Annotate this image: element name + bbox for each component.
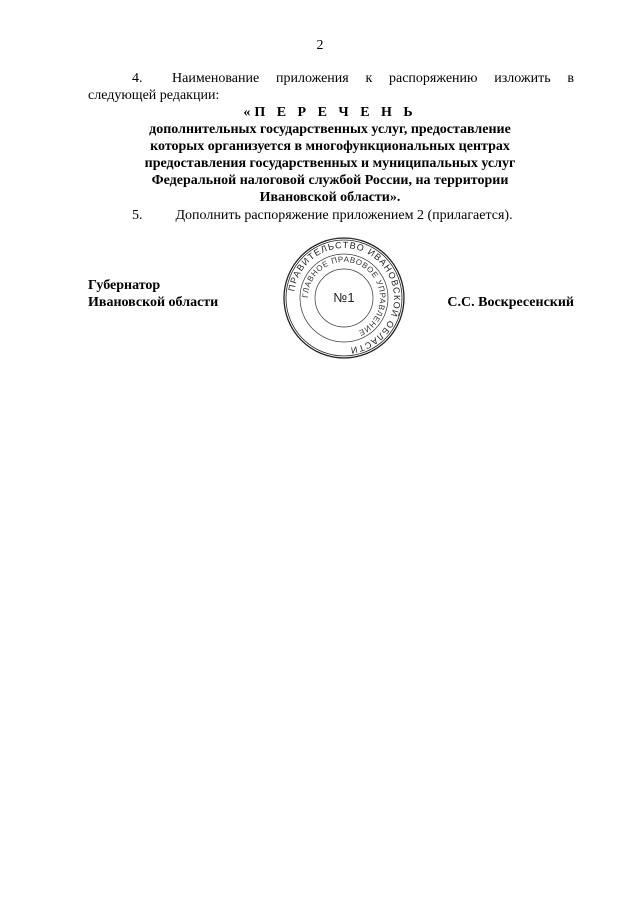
item-5-number: 5.	[132, 208, 143, 223]
item-4-word: распоряжению	[389, 71, 478, 86]
item-4-word: Наименование	[172, 71, 260, 86]
official-seal	[282, 236, 406, 360]
item-5-paragraph	[88, 207, 574, 224]
signatory-name: С.С. Воскресенский	[447, 295, 574, 310]
page-number: 2	[316, 38, 324, 53]
seal-center-text: №1	[333, 290, 355, 305]
list-title-line: Федеральной налоговой службой России, на территории	[151, 173, 509, 188]
item-4-line-2: следующей редакции:	[88, 88, 220, 103]
item-4-number: 4.	[132, 71, 143, 86]
seal-inner-text: ГЛАВНОЕ ПРАВОВОЕ УПРАВЛЕНИЕ	[300, 254, 388, 338]
item-4-word: приложения	[275, 71, 349, 86]
item-4-paragraph	[88, 70, 574, 104]
list-title-line: Ивановской области».	[259, 190, 401, 205]
list-title-line: дополнительных государственных услуг, предоставление	[149, 122, 511, 137]
item-4-word: в	[567, 71, 574, 86]
list-title-block	[120, 104, 540, 206]
item-4-line-1	[172, 70, 574, 87]
signatory-position	[88, 277, 218, 311]
seal-outer-text: ПРАВИТЕЛЬСТВО ИВАНОВСКОЙ ОБЛАСТИ	[286, 239, 403, 356]
item-4-word: к	[365, 71, 373, 86]
item-4-word: изложить	[494, 71, 551, 86]
list-heading: «П Е Р Е Ч Е Н Ь	[243, 105, 417, 120]
list-title-line: предоставления государственных и муниципальных услуг	[144, 156, 516, 171]
signatory-position-line-1: Губернатор	[88, 278, 161, 293]
item-5-text: Дополнить распоряжение приложением 2 (прилагается).	[175, 208, 513, 223]
list-title-line: которых организуется в многофункциональных центрах	[150, 139, 510, 154]
signatory-position-line-2: Ивановской области	[88, 295, 219, 310]
